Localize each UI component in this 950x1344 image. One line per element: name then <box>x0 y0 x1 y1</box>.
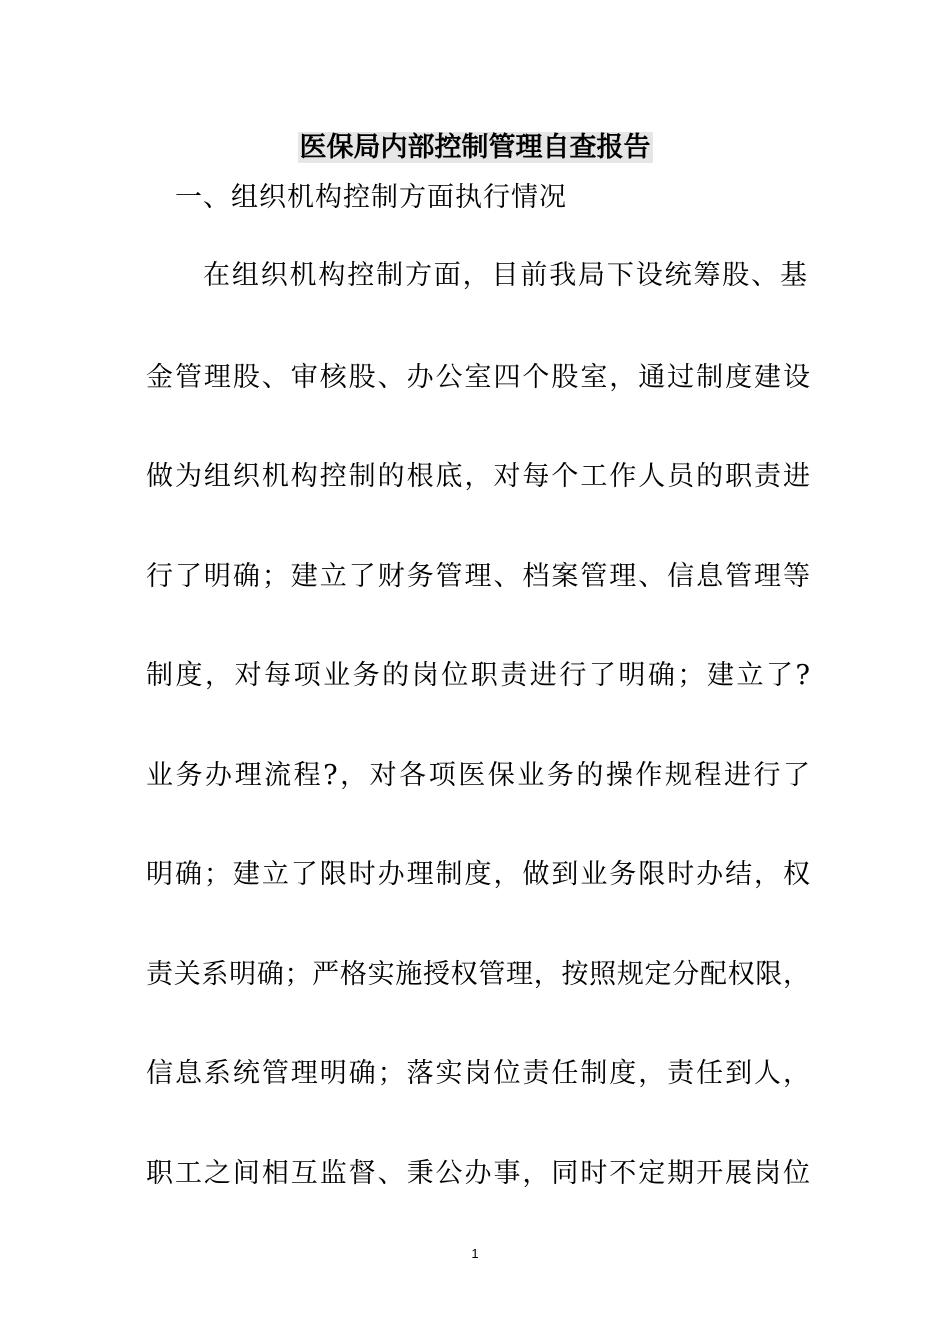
document-title <box>0 128 950 168</box>
paragraph-line-9: 信息系统管理明确；落实岗位责任制度，责任到人， <box>146 1058 810 1089</box>
paragraph-line-8: 责关系明确；严格实施授权管理，按照规定分配权限， <box>146 959 810 990</box>
paragraph-line-4: 行了明确；建立了财务管理、档案管理、信息管理等 <box>146 561 810 592</box>
paragraph-line-5: 制度，对每项业务的岗位职责进行了明确；建立了? <box>146 660 810 691</box>
paragraph-line-10: 职工之间相互监督、秉公办事，同时不定期开展岗位 <box>146 1158 810 1189</box>
paragraph-line-6: 业务办理流程?，对各项医保业务的操作规程进行了 <box>146 760 810 791</box>
paragraph-line-3: 做为组织机构控制的根底，对每个工作人员的职责进 <box>146 461 810 492</box>
paragraph-line-7: 明确；建立了限时办理制度，做到业务限时办结，权 <box>146 859 810 890</box>
document-title-text: 医保局内部控制管理自查报告 <box>299 132 651 163</box>
page-number: 1 <box>471 1246 479 1261</box>
section-heading: 一、组织机构控制方面执行情况 <box>175 182 567 213</box>
paragraph-line-1: 在组织机构控制方面，目前我局下设统筹股、基 <box>203 260 807 291</box>
paragraph-line-2: 金管理股、审核股、办公室四个股室，通过制度建设 <box>146 362 810 393</box>
